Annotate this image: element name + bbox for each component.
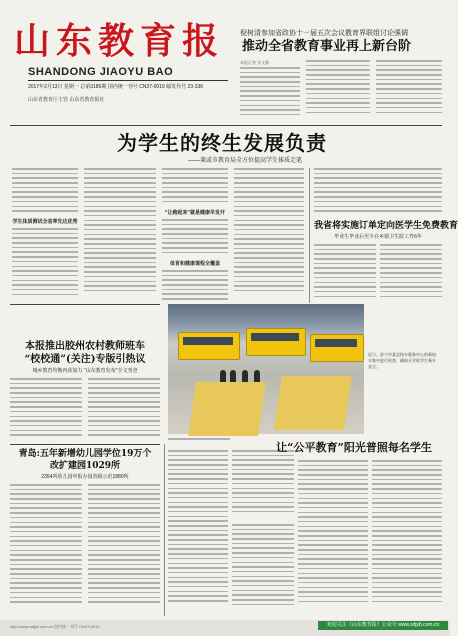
kindergarten-deck: 2354所幼儿园申报办园省级示范1880所 (41, 474, 129, 480)
fair-ed-headline: 让“公平教育”阳光普照每名学生 (276, 441, 432, 454)
top-story-kicker: 倪树清参加省政协十一届五次会议教育界联组讨论强调 (240, 30, 408, 37)
top-story-byline: 本报记者 张文静 (240, 60, 270, 65)
lead-subhead-1: 学生体质测试全省率先达优秀 (12, 219, 78, 225)
rural-teachers-column-2 (88, 378, 160, 440)
kindergarten-headline-2: 改扩建园1029所 (49, 461, 121, 471)
column-divider (164, 444, 165, 616)
photo-caption: 近日，济宁市某县校车服务中心的新校车集中进行检查，确保开学时学生乘车安全。 (368, 352, 436, 369)
top-story-column-1 (240, 67, 300, 122)
fair-ed-column-2 (372, 460, 442, 616)
section-divider-left-2 (10, 444, 160, 445)
lead-story-deck: ——莱或市教育局全方位提高学生体质走笔 (187, 158, 302, 164)
free-ed-column-2 (380, 244, 442, 302)
photo-story-column (168, 438, 230, 443)
bus-shape (246, 328, 306, 356)
lead-story-headline: 为学生的终生发展负责 (117, 131, 327, 155)
free-ed-deck: 毕业生毕业后至少在乡镇卫生院工作6年 (334, 234, 422, 240)
lead-column-3b (162, 219, 228, 259)
lead-column-2 (84, 168, 156, 303)
lead-column-3a (162, 168, 228, 208)
issue-info: 2017年2月13日 星期一 总第3186期 国内统一刊号 CN37-0019 邮发代号 23-336 (28, 84, 204, 90)
column-divider (309, 168, 310, 303)
kindergarten-column-1 (10, 484, 82, 616)
section-divider-left (10, 304, 160, 305)
top-story-column-2 (306, 60, 370, 122)
bus-shape (178, 332, 240, 360)
mid-column-1 (168, 450, 228, 616)
kindergarten-column-2 (88, 484, 160, 616)
free-ed-headline: 我省将实施订单定向医学生免费教育 (314, 221, 458, 231)
top-story-column-3 (376, 60, 442, 122)
mid-column-2 (232, 450, 294, 520)
fair-ed-column-1 (298, 460, 368, 616)
section-divider (10, 125, 442, 126)
free-ed-column-1 (314, 244, 376, 302)
masthead-english-title: SHANDONG JIAOYU BAO (28, 66, 174, 78)
sponsor-line: 山东省教育厅主管 山东省教育报社 (28, 97, 105, 103)
masthead-divider (28, 80, 228, 81)
lead-column-3c (162, 270, 228, 303)
school-bus-photo (168, 304, 364, 434)
ground-letter-shape (188, 382, 266, 436)
lead-subhead-2: “让跑起来”就是健康早发开 (164, 210, 225, 216)
top-story-headline: 推动全省教育事业再上新台阶 (242, 39, 412, 54)
fair-ed-column-0 (232, 524, 294, 616)
ground-letter-shape (274, 376, 352, 430)
kindergarten-headline: 青岛:五年新增幼儿园学位19万个 (18, 449, 152, 459)
bus-shape (310, 334, 364, 362)
lead-column-1b (12, 228, 78, 303)
rural-teachers-column-1 (10, 378, 82, 440)
masthead-title: 山东教育报 (14, 20, 225, 62)
rural-teachers-headline-2: “校校通”(关注)专版引热议 (24, 354, 146, 365)
lead-column-4 (234, 168, 304, 303)
lead-column-5 (314, 168, 442, 216)
lead-subhead-3: 体育和健康课程全覆盖 (169, 261, 220, 267)
footer-url: http://www.sdjyb.com.cn 国内统一刊号 CN37-0019 (10, 624, 100, 629)
footer-badge: 欢迎关注《山东教育报》公众号 www.sdjyb.com.cn (318, 621, 448, 630)
rural-teachers-headline-1: 本报推出胶州农村教师班车 (25, 341, 145, 352)
rural-teachers-deck: 城乡教育均衡再获加力 "山东教育发布"全文刊登 (32, 368, 138, 374)
lead-column-1a (12, 168, 78, 216)
